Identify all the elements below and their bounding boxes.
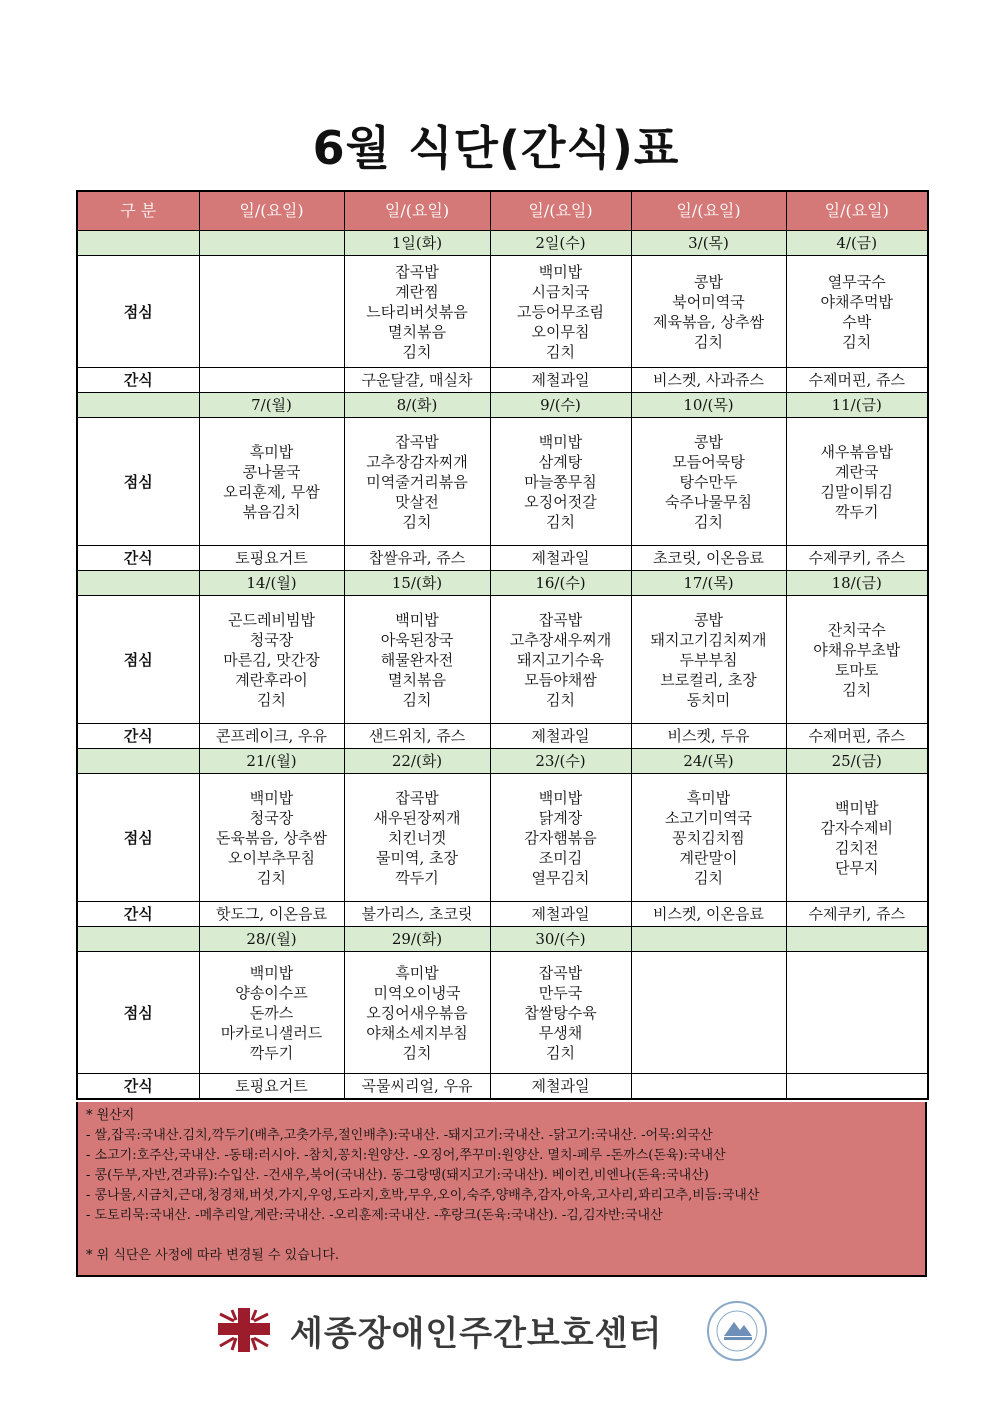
menu-item: 야채주먹밥 [820, 292, 893, 311]
date-cell: 24/(목) [631, 749, 786, 774]
menu-item: 돼지고기김치찌개 [650, 630, 767, 649]
menu-item: 김치 [402, 512, 432, 531]
lunch-cell [786, 952, 928, 1074]
lunch-cell [786, 774, 928, 902]
menu-item: 오징어새우볶음 [366, 1003, 468, 1022]
menu-item: 오이부추무침 [228, 848, 315, 867]
date-cell: 10/(목) [631, 393, 786, 418]
date-cell: 30/(수) [490, 927, 631, 952]
date-cell: 25/(금) [786, 749, 928, 774]
snack-cell: 찹쌀유과, 쥬스 [344, 546, 490, 571]
menu-item: 잡곡밥 [395, 262, 439, 281]
lunch-label: 점심 [77, 952, 199, 1074]
snack-cell: 수제쿠키, 쥬스 [786, 902, 928, 927]
lunch-cell [199, 256, 344, 368]
snack-cell [631, 1074, 786, 1100]
snack-cell: 수제머핀, 쥬스 [786, 368, 928, 393]
snack-cell: 비스켓, 두유 [631, 724, 786, 749]
date-cell: 21/(월) [199, 749, 344, 774]
date-row-label [77, 749, 199, 774]
menu-item: 만두국 [538, 983, 583, 1002]
notes-line: - 소고기:호주산,국내산. -동태:러시아. -참치,꽁치:원양산. -오징어,쭈꾸미:원양산. 멸치-페루 -돈까스(돈육):국내산 [86, 1148, 726, 1163]
menu-item: 백미밥 [249, 788, 294, 807]
menu-item: 마늘쫑무침 [524, 472, 597, 491]
menu-item: 김치 [842, 332, 872, 351]
menu-item: 조미김 [538, 848, 583, 867]
date-row [77, 571, 928, 596]
date-row [77, 231, 928, 256]
lunch-cell [631, 774, 786, 902]
menu-item: 김치 [257, 690, 286, 709]
date-cell: 14/(월) [199, 571, 344, 596]
menu-item: 콩밥 [694, 272, 723, 291]
menu-item: 김치 [402, 690, 432, 709]
menu-item: 꽁치김치찜 [672, 828, 745, 847]
date-cell: 16/(수) [490, 571, 631, 596]
menu-item: 오징어젓갈 [524, 492, 597, 511]
date-cell: 9/(수) [490, 393, 631, 418]
notes-line: - 콩(두부,자반,견과류):수입산. -건새우,북어(국내산). 동그랑땡(돼지고기:국내산). 베이컨,비엔나(돈육:국내산) [86, 1168, 709, 1183]
snack-cell: 제철과일 [490, 1074, 631, 1100]
menu-item: 미역오이냉국 [373, 983, 461, 1002]
snack-label: 간식 [77, 1074, 199, 1100]
menu-item: 제육볶음, 상추쌈 [653, 312, 764, 331]
menu-item: 돈육볶음, 상추쌈 [216, 828, 327, 847]
snack-cell: 초코릿, 이온음료 [631, 546, 786, 571]
menu-item: 야채소세지부침 [366, 1023, 468, 1042]
menu-item: 백미밥 [538, 432, 583, 451]
notes-line: - 도토리묵:국내산. -메추리알,계란:국내산. -오리훈제:국내산. -후랑크(돈육:국내산). -김,김자반:국내산 [86, 1208, 663, 1223]
menu-item: 야채유부초밥 [813, 640, 901, 659]
menu-item: 맛살전 [395, 492, 439, 511]
menu-item: 흑미밥 [249, 442, 294, 461]
menu-item: 콩밥 [694, 432, 723, 451]
header-day: 일/(요일) [631, 191, 786, 231]
header-day: 일/(요일) [344, 191, 490, 231]
snack-row [77, 546, 928, 571]
menu-item: 열무국수 [827, 272, 886, 291]
menu-item: 감자햄볶음 [524, 828, 597, 847]
city-seal-icon [706, 1300, 768, 1362]
snack-cell: 비스켓, 사과쥬스 [631, 368, 786, 393]
date-row [77, 393, 928, 418]
menu-item: 김치 [546, 342, 575, 361]
lunch-cell [631, 596, 786, 724]
menu-item: 새우된장찌개 [373, 808, 461, 827]
date-cell: 11/(금) [786, 393, 928, 418]
menu-item: 고추장감자찌개 [366, 452, 468, 471]
date-row [77, 749, 928, 774]
date-cell: 29/(화) [344, 927, 490, 952]
lunch-row [77, 596, 928, 724]
lunch-cell [490, 774, 631, 902]
date-cell: 18/(금) [786, 571, 928, 596]
origin-notes [76, 1102, 927, 1277]
lunch-row [77, 952, 928, 1074]
menu-item: 깍두기 [395, 868, 439, 887]
notes-line: - 콩나물,시금치,근대,청경채,버섯,가지,우엉,도라지,호박,무우,오이,숙주,양배추,감자,아욱,고사리,꽈리고추,비듬:국내산 [86, 1188, 760, 1203]
lunch-cell [490, 596, 631, 724]
menu-item: 계란국 [835, 462, 879, 481]
lunch-cell [344, 952, 490, 1074]
lunch-label: 점심 [77, 256, 199, 368]
date-cell: 1일(화) [344, 231, 490, 256]
lunch-cell [786, 256, 928, 368]
menu-item: 고추장새우찌개 [509, 630, 612, 649]
date-cell [199, 231, 344, 256]
snack-label: 간식 [77, 546, 199, 571]
lunch-cell [344, 774, 490, 902]
menu-item: 숙주나물무침 [665, 492, 752, 511]
menu-item: 흑미밥 [686, 788, 731, 807]
snack-cell: 토핑요거트 [199, 1074, 344, 1100]
menu-item: 김치 [402, 1043, 432, 1062]
lunch-label: 점심 [77, 418, 199, 546]
menu-item: 브로컬리, 초장 [660, 670, 757, 689]
caritas-cross-icon [218, 1308, 270, 1352]
snack-cell: 제철과일 [490, 724, 631, 749]
menu-item: 모듬야채쌈 [524, 670, 597, 689]
lunch-cell [199, 418, 344, 546]
menu-item: 고등어무조림 [517, 302, 604, 321]
menu-item: 잡곡밥 [395, 788, 439, 807]
lunch-cell [199, 596, 344, 724]
snack-cell [786, 1074, 928, 1100]
menu-item: 청국장 [249, 808, 294, 827]
date-cell: 23/(수) [490, 749, 631, 774]
menu-item: 잡곡밥 [538, 610, 583, 629]
menu-item: 김치 [694, 332, 723, 351]
lunch-cell [786, 418, 928, 546]
menu-item: 오이무침 [531, 322, 590, 341]
lunch-cell [490, 418, 631, 546]
menu-item: 백미밥 [538, 262, 583, 281]
date-cell: 7/(월) [199, 393, 344, 418]
date-cell: 8/(화) [344, 393, 490, 418]
menu-item: 두부부침 [679, 650, 738, 669]
menu-item: 멸치볶음 [388, 322, 446, 341]
menu-item: 북어미역국 [672, 292, 745, 311]
menu-item: 멸치볶음 [388, 670, 446, 689]
menu-item: 김치 [694, 512, 723, 531]
lunch-cell [344, 418, 490, 546]
date-cell [631, 927, 786, 952]
menu-item: 아욱된장국 [380, 630, 454, 649]
menu-item: 깍두기 [835, 502, 879, 521]
menu-item: 잡곡밥 [538, 963, 583, 982]
organization-name: 세종장애인주간보호센터 [290, 1314, 663, 1354]
menu-item: 무생채 [538, 1023, 583, 1042]
date-cell: 28/(월) [199, 927, 344, 952]
notes-footnote: * 위 식단은 사정에 따라 변경될 수 있습니다. [86, 1248, 340, 1263]
menu-item: 김말이튀김 [820, 482, 893, 501]
header-day: 일/(요일) [490, 191, 631, 231]
menu-item: 김치 [257, 868, 286, 887]
lunch-cell [344, 256, 490, 368]
menu-item: 백미밥 [835, 798, 879, 817]
date-cell: 3/(목) [631, 231, 786, 256]
snack-label: 간식 [77, 724, 199, 749]
snack-cell: 수제머핀, 쥬스 [786, 724, 928, 749]
snack-cell: 제철과일 [490, 546, 631, 571]
date-row-label [77, 571, 199, 596]
menu-item: 곤드레비빔밥 [228, 610, 315, 629]
lunch-row [77, 256, 928, 368]
snack-row [77, 368, 928, 393]
menu-item: 계란찜 [395, 282, 439, 301]
menu-item: 김치 [694, 868, 723, 887]
menu-item: 돈까스 [249, 1003, 294, 1022]
menu-item: 잡곡밥 [395, 432, 439, 451]
menu-item: 돼지고기수육 [517, 650, 604, 669]
date-cell: 17/(목) [631, 571, 786, 596]
date-row [77, 927, 928, 952]
menu-item: 찹쌀탕수육 [524, 1003, 597, 1022]
menu-item: 계란말이 [679, 848, 738, 867]
date-cell: 15/(화) [344, 571, 490, 596]
snack-cell: 제철과일 [490, 902, 631, 927]
snack-row [77, 1074, 928, 1100]
date-cell: 22/(화) [344, 749, 490, 774]
snack-label: 간식 [77, 902, 199, 927]
header-day: 일/(요일) [786, 191, 928, 231]
lunch-cell [631, 256, 786, 368]
menu-item: 깍두기 [249, 1043, 294, 1062]
menu-item: 마른김, 맛간장 [223, 650, 320, 669]
menu-item: 미역줄거리볶음 [366, 472, 468, 491]
date-cell: 4/(금) [786, 231, 928, 256]
date-row-label [77, 927, 199, 952]
lunch-row [77, 774, 928, 902]
menu-item: 김치 [402, 342, 432, 361]
snack-cell: 수제쿠키, 쥬스 [786, 546, 928, 571]
menu-item: 소고기미역국 [665, 808, 752, 827]
page-title: 6월 식단(간식)표 [312, 121, 680, 175]
date-cell [786, 927, 928, 952]
header-row [77, 191, 928, 231]
menu-item: 콩나물국 [242, 462, 301, 481]
snack-cell: 핫도그, 이온음료 [199, 902, 344, 927]
lunch-cell [490, 952, 631, 1074]
menu-item: 김치전 [835, 838, 879, 857]
menu-item: 오리훈제, 무쌈 [223, 482, 320, 501]
menu-item: 마카로니샐러드 [220, 1023, 323, 1042]
lunch-cell [344, 596, 490, 724]
menu-item: 모듬어묵탕 [672, 452, 745, 471]
snack-cell: 불가리스, 초코릿 [344, 902, 490, 927]
menu-item: 김치 [842, 680, 872, 699]
lunch-cell [490, 256, 631, 368]
header-category: 구 분 [77, 191, 199, 231]
menu-item: 계란후라이 [235, 670, 308, 689]
snack-cell: 콘프레이크, 우유 [199, 724, 344, 749]
notes-heading: * 원산지 [86, 1108, 135, 1123]
menu-item: 시금치국 [531, 282, 590, 301]
menu-item: 김치 [546, 690, 575, 709]
lunch-row [77, 418, 928, 546]
snack-label: 간식 [77, 368, 199, 393]
menu-item: 수박 [842, 312, 872, 331]
snack-cell: 토핑요거트 [199, 546, 344, 571]
lunch-label: 점심 [77, 774, 199, 902]
menu-item: 김치 [546, 512, 575, 531]
snack-cell: 비스켓, 이온음료 [631, 902, 786, 927]
lunch-cell [199, 952, 344, 1074]
menu-item: 볶음김치 [242, 502, 301, 521]
menu-item: 백미밥 [538, 788, 583, 807]
menu-item: 닭계장 [538, 808, 583, 827]
snack-cell: 구운달걀, 매실차 [344, 368, 490, 393]
date-row-label [77, 393, 199, 418]
menu-item: 동치미 [686, 690, 731, 709]
date-cell: 2일(수) [490, 231, 631, 256]
menu-item: 탕수만두 [679, 472, 738, 491]
menu-item: 물미역, 초장 [376, 848, 458, 867]
snack-cell: 제철과일 [490, 368, 631, 393]
menu-item: 양송이수프 [235, 983, 308, 1002]
menu-item: 김치 [546, 1043, 575, 1062]
menu-item: 백미밥 [395, 610, 439, 629]
lunch-cell [631, 952, 786, 1074]
menu-table [76, 190, 929, 1100]
menu-item: 잔치국수 [827, 620, 886, 639]
menu-item: 열무김치 [531, 868, 590, 887]
lunch-cell [199, 774, 344, 902]
menu-item: 느타리버섯볶음 [366, 302, 468, 321]
menu-item: 토마토 [835, 660, 879, 679]
lunch-cell [786, 596, 928, 724]
menu-item: 백미밥 [249, 963, 294, 982]
date-row-label [77, 231, 199, 256]
menu-item: 단무지 [835, 858, 879, 877]
menu-item: 감자수제비 [820, 818, 893, 837]
menu-item: 청국장 [249, 630, 294, 649]
snack-cell: 샌드위치, 쥬스 [344, 724, 490, 749]
menu-item: 삼계탕 [538, 452, 583, 471]
menu-item: 새우볶음밥 [820, 442, 893, 461]
lunch-cell [631, 418, 786, 546]
menu-item: 해물완자전 [380, 650, 454, 669]
menu-item: 흑미밥 [395, 963, 439, 982]
snack-cell: 곡물씨리얼, 우유 [344, 1074, 490, 1100]
header-day: 일/(요일) [199, 191, 344, 231]
snack-row [77, 724, 928, 749]
snack-row [77, 902, 928, 927]
lunch-label: 점심 [77, 596, 199, 724]
menu-item: 치킨너겟 [388, 828, 446, 847]
snack-cell [199, 368, 344, 393]
notes-line: - 쌀,잡곡:국내산.김치,깍두기(배추,고춧가루,절인배추):국내산. -돼지고기:국내산. -닭고기:국내산. -어묵:외국산 [86, 1128, 713, 1143]
menu-item: 콩밥 [694, 610, 723, 629]
